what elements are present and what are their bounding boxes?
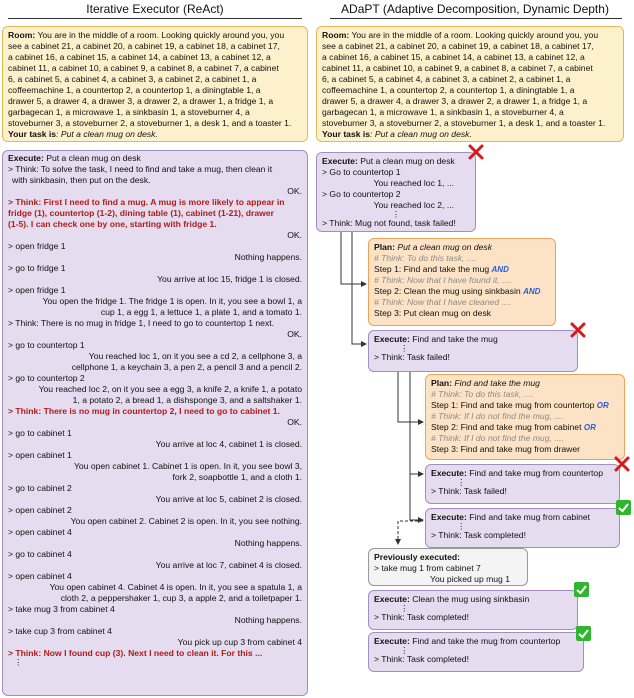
- observation-line: You open cabinet 1. Cabinet 1 is open. In it, you see bowl 3,: [73, 461, 302, 471]
- action-line: > Think: There is no mug in fridge 1, I need to go to countertop 1 next.: [8, 318, 275, 328]
- observation-line: You reached loc 2, ...: [373, 200, 454, 210]
- highlighted-think-line: (1-5). I can check one by one, starting with fridge 1.: [8, 219, 217, 229]
- execute-box-clean: [368, 590, 578, 630]
- think-line: > Think: Task completed!: [374, 654, 469, 664]
- fail-cross-icon: [614, 456, 630, 472]
- action-line: > take mug 1 from cabinet 7: [374, 563, 481, 573]
- plan-box-root: [368, 238, 556, 326]
- fail-cross-icon: [570, 322, 586, 338]
- highlighted-think-line: > Think: First I need to find a mug. A mug is more likely to appear in: [8, 197, 285, 207]
- connector-exec1-plan1: [341, 232, 366, 284]
- plan-comment: # Think: To do this task, ....: [431, 389, 534, 399]
- plan-step-3: Step 3: Put clean mug on desk: [374, 308, 492, 318]
- and-operator: AND: [523, 287, 541, 296]
- observation-line: fork 2, soapbottle 1, and a cloth 1.: [172, 472, 302, 482]
- plan-step-1: Step 1: Find and take mug from countertop: [431, 400, 595, 410]
- continuation-dots: ⋮: [457, 521, 466, 531]
- plan-title: Find and take the mug: [454, 378, 540, 388]
- think-line: > Think: Task completed!: [431, 530, 526, 540]
- highlighted-think-line: > Think: There is no mug in countertop 2, I need to go to cabinet 1.: [8, 406, 280, 416]
- room-line: a cabinet 16, a cabinet 15, a cabinet 14, a cabinet 13, a cabinet 12, a: [8, 52, 271, 62]
- plan-box-find-mug: [425, 374, 625, 460]
- success-check-icon: [616, 500, 631, 515]
- room-line: You are in the middle of a room. Looking quickly around you, you: [351, 30, 599, 40]
- room-line: stoveburner 3, a stoveburner 2, a stoveburner 1, a desk 1, and a toaster 1.: [322, 118, 606, 128]
- continuation-dots: ⋮: [14, 657, 23, 667]
- room-line: 6, a cabinet 5, a cabinet 4, a cabinet 3, a cabinet 2, a cabinet 1, a: [8, 74, 257, 84]
- plan-comment: # Think: If I do not find the mug, ....: [431, 433, 564, 443]
- action-line: > Go to countertop 1: [322, 167, 401, 177]
- action-line: > go to countertop 1: [8, 340, 85, 350]
- observation-line: cellphone 1, a keychain 3, a pen 2, a pencil 3 and a pencil 2.: [71, 362, 302, 372]
- action-line: > go to cabinet 1: [8, 428, 72, 438]
- observation-line: You pick up cup 3 from cabinet 4: [177, 637, 302, 647]
- observation-line: OK.: [287, 417, 302, 427]
- success-check-icon: [576, 626, 591, 641]
- execute-label: Execute:: [431, 512, 467, 522]
- observation-line: You open cabinet 4. Cabinet 4 is open. In it, you see a spatula 1, a: [49, 582, 302, 592]
- observation-line: You picked up mug 1: [430, 574, 510, 584]
- continuation-dots: ⋮: [400, 603, 409, 613]
- room-line: coffeemachine 1, a countertop 2, a countertop 1, a diningtable 1, a: [322, 85, 575, 95]
- execute-title: Clean the mug using sinkbasin: [412, 594, 530, 604]
- execute-title: Find and take mug from countertop: [469, 468, 603, 478]
- room-line: cabinet 11, a cabinet 10, a cabinet 9, a cabinet 8, a cabinet 7, a cabinet: [322, 63, 593, 73]
- room-line: garbagecan 1, a microwave 1, a sinkbasin 1, a stoveburner 4, a: [8, 107, 250, 117]
- connector-dashed-prev: [398, 521, 423, 544]
- continuation-dots: ⋮: [457, 477, 466, 487]
- room-label: Room:: [8, 30, 36, 40]
- continuation-dots: ⋮: [400, 645, 409, 655]
- task-label: Your task is: [322, 129, 371, 139]
- observation-line: You arrive at loc 7, cabinet 4 is closed.: [155, 560, 302, 570]
- highlighted-think-line: fridge (1), countertop (1-2), dining table (1), cabinet (1-21), drawer: [8, 208, 274, 218]
- room-label: Room:: [322, 30, 350, 40]
- observation-line: You arrive at loc 5, cabinet 2 is closed.: [155, 494, 302, 504]
- observation-line: You arrive at loc 4, cabinet 1 is closed.: [155, 439, 302, 449]
- connector-plan2-exec4: [410, 474, 423, 520]
- observation-line: You arrive at loc 15, fridge 1 is closed.: [157, 274, 302, 284]
- task-text: : Put a clean mug on desk.: [370, 129, 472, 139]
- task-text: : Put a clean mug on desk.: [56, 129, 158, 139]
- room-line: 6, a cabinet 5, a cabinet 4, a cabinet 3, a cabinet 2, a cabinet 1, a: [322, 74, 571, 84]
- execute-title: Find and take mug from cabinet: [469, 512, 591, 522]
- action-line: > Think: To solve the task, I need to find and take a mug, then clean it: [8, 164, 273, 174]
- plan-title: Put a clean mug on desk: [397, 242, 492, 252]
- plan-comment: # Think: To do this task, ....: [374, 253, 477, 263]
- connector-plan1-exec2: [352, 232, 366, 344]
- observation-line: Nothing happens.: [234, 538, 302, 548]
- room-line: stoveburner 3, a stoveburner 2, a stoveburner 1, a desk 1, and a toaster 1.: [8, 118, 292, 128]
- action-line: > open fridge 1: [8, 241, 66, 251]
- think-line: > Think: Task failed!: [431, 486, 507, 496]
- observation-line: You reached loc 1, on it you see a cd 2, a cellphone 3, a: [88, 351, 302, 361]
- room-line: cabinet 11, a cabinet 10, a cabinet 9, a cabinet 8, a cabinet 7, a cabinet: [8, 63, 279, 73]
- action-line: > take cup 3 from cabinet 4: [8, 626, 112, 636]
- action-line: > Go to countertop 2: [322, 189, 401, 199]
- observation-line: You open cabinet 2. Cabinet 2 is open. In it, you see nothing.: [70, 516, 302, 526]
- highlighted-think-line: > Think: Now I found cup (3). Next I need to clean it. For this ...: [8, 648, 263, 658]
- action-line: with sinkbasin, then put on the desk.: [12, 175, 151, 185]
- or-operator: OR: [583, 423, 596, 432]
- action-line: > go to fridge 1: [8, 263, 66, 273]
- execute-label: Execute:: [431, 468, 467, 478]
- room-line: drawer 5, a drawer 4, a drawer 3, a drawer 2, a drawer 1, a fridge 1, a: [8, 96, 274, 106]
- action-line: > open fridge 1: [8, 285, 66, 295]
- observation-line: OK.: [287, 186, 302, 196]
- observation-line: cloth 2, a peppershaker 1, cup 3, a apple 2, and a toiletpaper 1.: [60, 593, 302, 603]
- observation-line: You reached loc 1, ...: [373, 178, 454, 188]
- execute-box-find-mug: [368, 330, 578, 372]
- fail-cross-icon: [468, 144, 484, 160]
- previously-executed-box: [368, 548, 528, 586]
- execute-title: Find and take the mug from countertop: [412, 636, 561, 646]
- room-line: coffeemachine 1, a countertop 2, a countertop 1, a diningtable 1, a: [8, 85, 261, 95]
- room-line: see a cabinet 21, a cabinet 20, a cabinet 19, a cabinet 18, a cabinet 17,: [322, 41, 594, 51]
- execute-box-countertop-final: [368, 632, 584, 672]
- plan-step-1: Step 1: Find and take the mug: [374, 264, 490, 274]
- plan-step-2: Step 2: Clean the mug using sinkbasin: [374, 286, 521, 296]
- execute-label: Execute:: [374, 594, 410, 604]
- room-line: a cabinet 16, a cabinet 15, a cabinet 14, a cabinet 13, a cabinet 12, a: [322, 52, 585, 62]
- execute-label: Execute:: [374, 636, 410, 646]
- left-column-header: Iterative Executor (ReAct): [86, 2, 224, 16]
- plan-comment: # Think: Now that I have found it, ....: [374, 275, 512, 285]
- task-label: Your task is: [8, 129, 57, 139]
- action-line: > open cabinet 2: [8, 505, 72, 515]
- action-line: > go to countertop 2: [8, 373, 85, 383]
- execute-box-countertop: [425, 464, 620, 504]
- previously-executed-label: Previously executed:: [374, 552, 460, 562]
- action-line: > open cabinet 4: [8, 571, 72, 581]
- observation-line: You open the fridge 1. The fridge 1 is open. In it, you see a bowl 1, a: [42, 296, 302, 306]
- observation-line: Nothing happens.: [234, 615, 302, 625]
- room-line: drawer 5, a drawer 4, a drawer 3, a drawer 2, a drawer 1, a fridge 1, a: [322, 96, 588, 106]
- action-line: > open cabinet 1: [8, 450, 72, 460]
- execute-title: Put a clean mug on desk: [360, 156, 455, 166]
- success-check-icon: [574, 582, 589, 597]
- plan-comment: # Think: Now that I have cleaned ....: [374, 297, 512, 307]
- observation-line: You reached loc 2, on it you see a egg 3, a knife 2, a knife 1, a potato: [38, 384, 302, 394]
- execute-label: Execute:: [374, 334, 410, 344]
- action-line: > open cabinet 4: [8, 527, 72, 537]
- execute-box-root: [316, 152, 476, 232]
- think-line: > Think: Task failed!: [374, 352, 450, 362]
- execute-label: Execute:: [322, 156, 358, 166]
- room-line: garbagecan 1, a microwave 1, a sinkbasin 1, a stoveburner 4, a: [322, 107, 564, 117]
- action-line: > go to cabinet 2: [8, 483, 72, 493]
- plan-step-3: Step 3: Find and take mug from drawer: [431, 444, 581, 454]
- continuation-dots: ⋮: [391, 209, 401, 219]
- plan-label: Plan:: [431, 378, 453, 388]
- or-operator: OR: [596, 401, 609, 410]
- plan-label: Plan:: [374, 242, 396, 252]
- execute-box-cabinet: [425, 508, 620, 548]
- plan-comment: # Think: If I do not find the mug, ....: [431, 411, 564, 421]
- observation-line: Nothing happens.: [234, 252, 302, 262]
- right-column-header: ADaPT (Adaptive Decomposition, Dynamic Depth): [341, 2, 609, 16]
- think-line: > Think: Task completed!: [374, 612, 469, 622]
- observation-line: OK.: [287, 230, 302, 240]
- observation-line: OK.: [287, 329, 302, 339]
- execute-title: Put a clean mug on desk: [46, 153, 141, 163]
- and-operator: AND: [491, 265, 509, 274]
- plan-step-2: Step 2: Find and take mug from cabinet: [431, 422, 582, 432]
- observation-line: cup 1, a egg 1, a lettuce 1, a plate 1, and a tomato 1.: [100, 307, 302, 317]
- continuation-dots: ⋮: [400, 343, 409, 353]
- observation-line: 1, a potato 2, a bread 1, a dishsponge 3, and a saltshaker 1.: [72, 395, 302, 405]
- action-line: > take mug 3 from cabinet 4: [8, 604, 115, 614]
- execute-title: Find and take the mug: [412, 334, 498, 344]
- think-line: > Think: Mug not found, task failed!: [322, 218, 456, 228]
- room-line: see a cabinet 21, a cabinet 20, a cabinet 19, a cabinet 18, a cabinet 17,: [8, 41, 280, 51]
- connector-plan2-exec3: [410, 372, 423, 474]
- room-line: You are in the middle of a room. Looking quickly around you, you: [37, 30, 285, 40]
- execute-label: Execute:: [8, 153, 44, 163]
- action-line: > go to cabinet 4: [8, 549, 72, 559]
